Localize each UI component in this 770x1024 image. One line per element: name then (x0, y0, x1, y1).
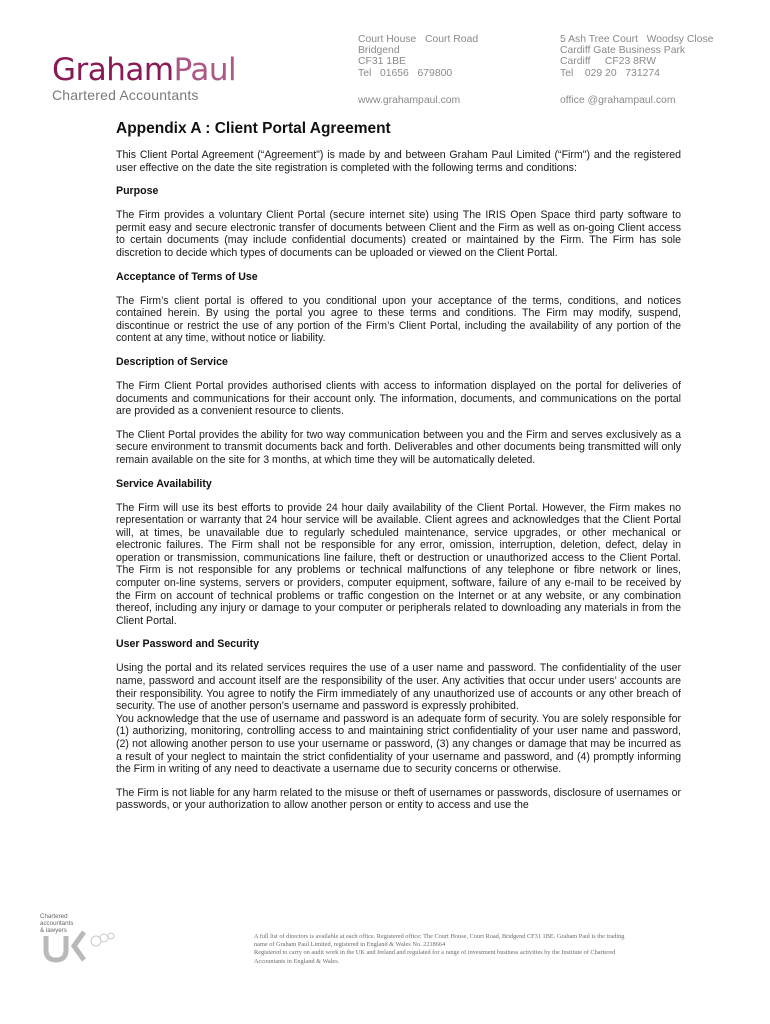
document-body (116, 120, 681, 823)
section-paragraph: The Firm’s client portal is offered to you conditional upon your acceptance of the terms, conditions, and notices contained herein. By using the portal you agree to these terms and conditions. The Firm may modify, suspend, discontinue or restrict the use of any portion of the Firm’s Client Portal, including the availability of any portion of the content at any time, without notice or liability. (116, 294, 681, 345)
logo-paul: Paul (173, 52, 237, 88)
section-heading: User Password and Security (116, 638, 260, 651)
section-paragraph: The Client Portal provides the ability for two way communication between you and the Firm and serves exclusively as a secure environment to transmit documents back and forth. Deliverables and other documents being transmitted will only remain available on the site for 3 months, at which time they will be automatically deleted. (116, 428, 681, 466)
logo-wordmark (52, 52, 236, 88)
footer-legal-text (254, 933, 684, 966)
logo-graham: Graham (52, 52, 174, 88)
footer-line: Accountants in England & Wales. (254, 957, 340, 965)
footer-line: Registered to carry on audit work in the UK and Ireland and regulated for a range of investment business activities by the Institute of Chartered (254, 949, 616, 957)
section-heading: Purpose (116, 185, 159, 198)
accreditation-logo-icon (40, 914, 140, 974)
badge-text: Chartered accountants & lawyers (40, 913, 74, 934)
company-logo (52, 52, 236, 103)
intro-paragraph: This Client Portal Agreement (“Agreement") is made by and between Graham Paul Limited (“Firm") and the registered user effective on the date the site registration is completed with the following terms and conditions: (116, 149, 681, 174)
section-paragraph: You acknowledge that the use of username and password is an adequate form of security. You are solely responsible for (1) authorizing, monitoring, controlling access to and maintaining strict confidentiality of your user name and password, (2) not allowing another person to use your username or password, (3) any changes or damage that may be incurred as a result of your neglect to maintain the strict confidentiality of your username and password, and (4) promptly informing the Firm in writing of any need to deactivate a username due to security concerns or otherwise. (116, 712, 681, 776)
section-paragraph: The Firm is not liable for any harm related to the misuse or theft of usernames or passwords, disclosure of usernames or passwords, or your authorization to allow another person or entity to access and use the (116, 786, 681, 812)
website-link[interactable]: www.grahampaul.com (358, 94, 461, 106)
logo-subtitle: Chartered Accountants (52, 87, 199, 103)
office-address-bridgend (358, 34, 478, 106)
office-address-lines: 5 Ash Tree Court Woodsy Close Cardiff Gate Business Park Cardiff CF23 8RW Tel 029 20 731274 (560, 34, 714, 79)
document-title: Appendix A : Client Portal Agreement (116, 120, 391, 137)
footer-line: name of Graham Paul Limited, registered in England & Wales No. 2218664 (254, 941, 446, 949)
section-paragraph: The Firm will use its best efforts to provide 24 hour daily availability of the Client Portal. However, the Firm makes no representation or warranty that 24 hour service will be available. Client agrees and acknowledges that the Client Portal will, at times, be unavailable due to regularly scheduled maintenance, service upgrades, or other mechanical or electronic failures. The Firm shall not be responsible for any error, omission, interruption, deletion, defect, delay in operation or transmission, communications line failure, theft or destruction or unauthorized access to the Client Portal. The Firm is not responsible for any problems or technical malfunctions of any telephone or fibre network or lines, computer on-line systems, servers or providers, computer equipment, software, failure of any e-mail to be received by the Firm on account of technical problems or traffic congestion on the Internet or at any website, or any combination thereof, including any injury or damage to your computer or peripherals related to downloading any materials in from the Client Portal. (116, 501, 681, 627)
office-address-lines: Court House Court Road Bridgend CF31 1BE Tel 01656 679800 (358, 34, 479, 79)
section-paragraph: The Firm provides a voluntary Client Portal (secure internet site) using The IRIS Open Space third party software to permit easy and secure electronic transfer of documents between Client and the Firm as well as on-going Client access to certain documents (may include confidential documents) created or maintained by the Firm. The Firm has sole discretion to decide which types of documents can be uploaded or viewed on the Client Portal. (116, 209, 681, 259)
section-heading: Acceptance of Terms of Use (116, 270, 258, 283)
email-link[interactable]: office @grahampaul.com (560, 94, 676, 106)
section-heading: Description of Service (116, 355, 228, 368)
section-paragraph: Using the portal and its related services requires the use of a user name and password. The confidentiality of the user name, password and account itself are the responsibility of the user. Any activities that occur under users’ accounts are their responsibility. You agree to notify the Firm immediately of any unauthorized use of accounts or any other breach of security. The use of another person’s username and password is expressly prohibited. (116, 662, 681, 713)
section-heading: Service Availability (116, 477, 212, 490)
section-paragraph: The Firm Client Portal provides authorised clients with access to information displayed on the portal for deliveries of documents and communications for their account only. The information, documents, and communications on the portal are provided as a convenient resource to clients. (116, 379, 681, 418)
office-address-cardiff (560, 34, 713, 106)
accreditation-badge (40, 914, 140, 974)
footer-line: A full list of directors is available at each office. Registered office: The Court House, Court Road, Bridgend CF31 1BE. Graham Paul is the trading (254, 933, 625, 940)
